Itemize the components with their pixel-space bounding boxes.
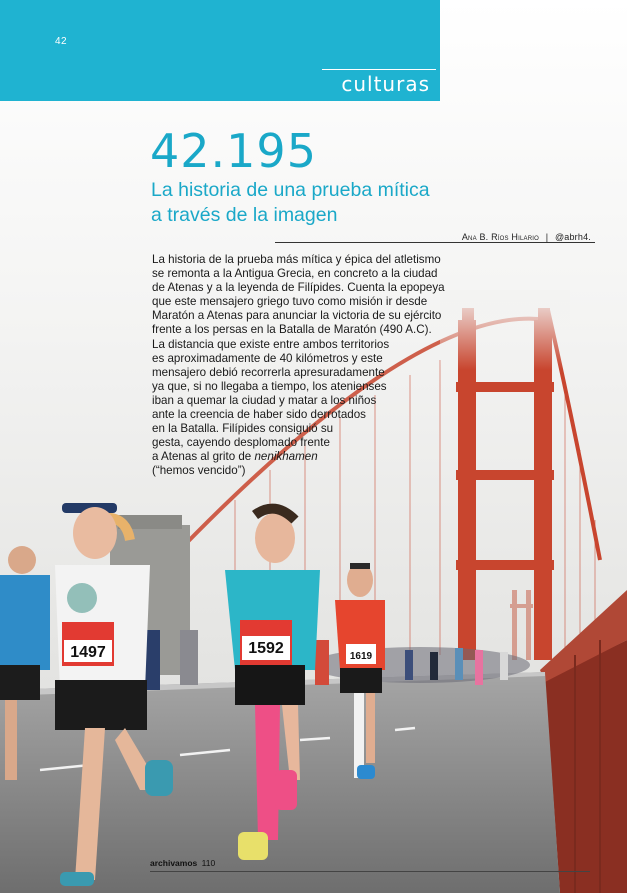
subtitle-line-2: a través de la imagen xyxy=(151,204,338,226)
body-line: Maratón a Atenas para anunciar la victoria de su ejército xyxy=(152,309,442,323)
body-line: mensajero debió recorrerla apresuradamente xyxy=(152,365,385,379)
body-line: es aproximadamente de 40 kilómetros y este xyxy=(152,351,383,365)
page-number: 42 xyxy=(55,36,68,47)
body-line: se remonta a la Antigua Grecia, en concreto a la ciudad xyxy=(152,267,438,281)
author-handle: @abrh4. xyxy=(554,232,591,242)
subtitle-line-1: La historia de una prueba mítica xyxy=(151,179,430,201)
issue-number: 110 xyxy=(201,858,216,868)
section-rule xyxy=(322,69,436,70)
body-line-15 xyxy=(152,450,472,464)
section-label: culturas xyxy=(341,72,430,96)
publication-name: archivamos xyxy=(150,858,198,868)
footer-publication xyxy=(150,858,215,868)
svg-text:1592: 1592 xyxy=(248,640,284,657)
body-line: frente a los persas en la Batalla de Maratón (490 A.C). xyxy=(152,323,432,337)
body-line: iban a quemar la ciudad y matar a los niños xyxy=(152,393,377,407)
byline-rule xyxy=(275,242,595,243)
svg-text:1619: 1619 xyxy=(349,651,373,662)
header-band xyxy=(0,0,440,101)
body-line: La distancia que existe entre ambos territorios xyxy=(152,337,390,351)
greek-word: nenikhamen xyxy=(254,450,318,464)
body-line: ya que, si no llegaba a tiempo, los atenienses xyxy=(152,379,387,393)
body-line: La historia de la prueba más mítica y épica del atletismo xyxy=(152,253,441,266)
svg-text:1497: 1497 xyxy=(70,644,106,661)
body-line: gesta, cayendo desplomado frente xyxy=(152,436,330,450)
author-name: Ana B. Ríos Hilario xyxy=(461,232,539,242)
body-line: de Atenas y a la leyenda de Filípides. Cuenta la epopeya xyxy=(152,281,445,295)
body-line-15-text: a Atenas al grito de xyxy=(152,450,255,464)
body-line: que este mensajero griego tuvo como misión ir desde xyxy=(152,295,428,309)
body-line: en la Batalla. Filípides consiguió su xyxy=(152,422,334,436)
article-title-number: 42.195 xyxy=(150,124,317,178)
byline xyxy=(462,232,591,242)
footer-rule xyxy=(150,871,590,872)
byline-separator: | xyxy=(545,232,549,242)
article-subtitle xyxy=(151,178,471,228)
body-line: ante la creencia de haber sido derrotados xyxy=(152,408,366,422)
body-line-16: (“hemos vencido”) xyxy=(152,464,246,478)
article-body xyxy=(152,253,472,479)
